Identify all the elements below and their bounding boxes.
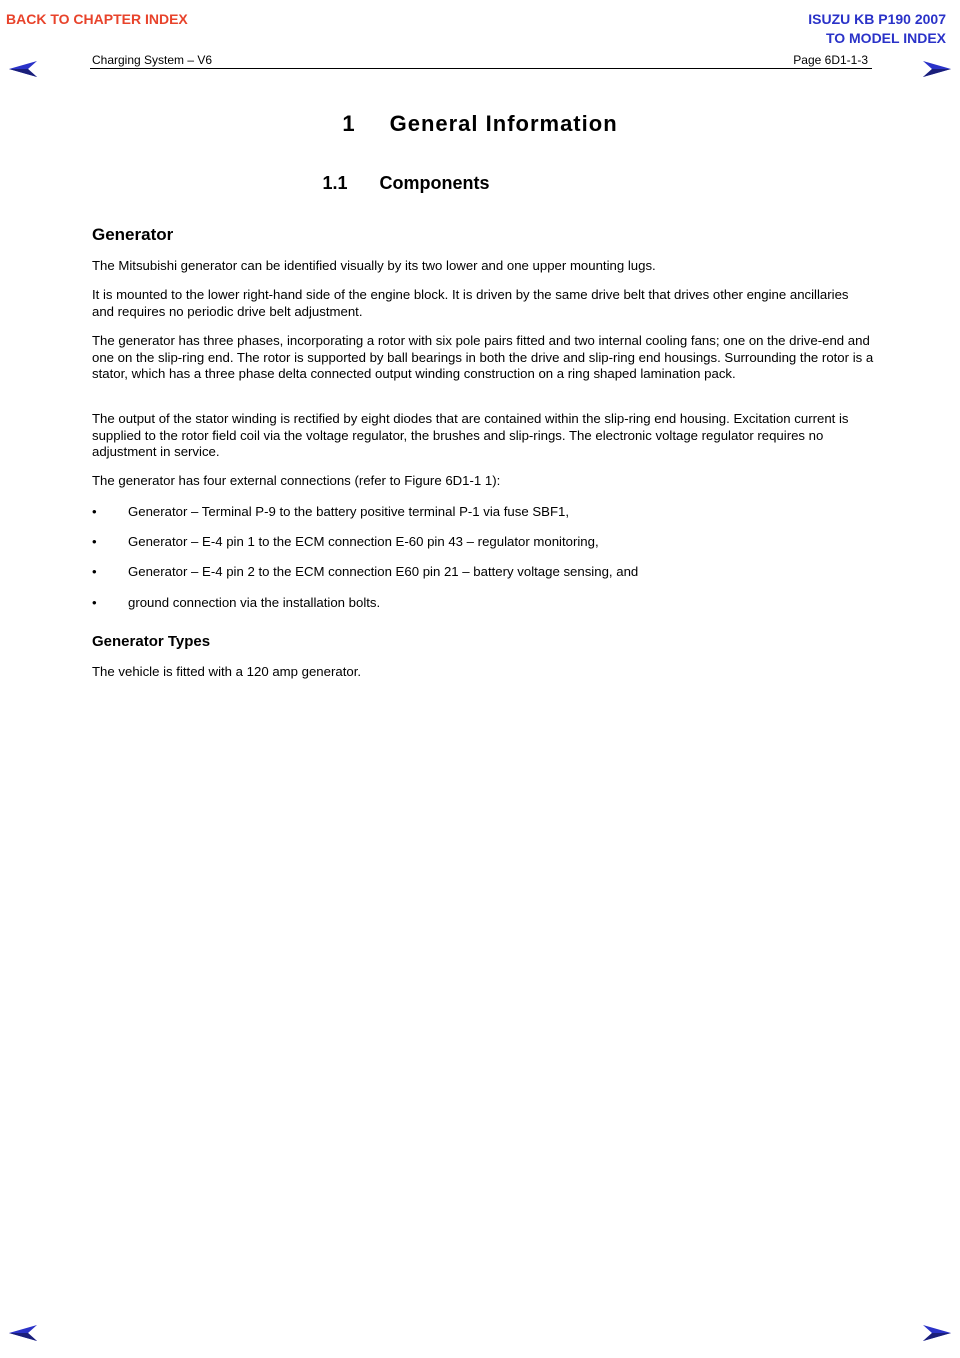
- section-number: 1: [342, 111, 356, 136]
- generator-heading: Generator: [92, 225, 174, 244]
- to-model-index-link[interactable]: TO MODEL INDEX: [825, 30, 946, 46]
- list-item-text: Generator – Terminal P-9 to the battery positive terminal P-1 via fuse SBF1,: [128, 504, 570, 519]
- list-item-text: Generator – E-4 pin 2 to the ECM connection E60 pin 21 – battery voltage sensing, and: [128, 564, 639, 579]
- list-item-text: ground connection via the installation bolts.: [128, 595, 381, 610]
- bullet-icon: •: [92, 564, 97, 579]
- subsection-title: Components: [379, 173, 490, 193]
- generator-paragraph-3: [92, 333, 874, 383]
- generator-paragraph-5: [92, 473, 874, 490]
- model-title: ISUZU KB P190 2007: [808, 11, 946, 27]
- subsection-number: 1.1: [322, 173, 348, 193]
- generator-types-heading: Generator Types: [92, 633, 211, 650]
- generator-types-paragraph: [92, 664, 874, 681]
- list-item-text: Generator – E-4 pin 1 to the ECM connection E-60 pin 43 – regulator monitoring,: [128, 534, 599, 549]
- paragraph: The generator has three phases, incorporating a rotor with six pole pairs fitted and two internal cooling fans; one on the drive-end and one on the slip-ring end. The rotor is supported by ball bearings in both the drive and slip-ring end housings. Surrounding the rotor is a stator, which has a three phase delta connected output winding construction on a ring shaped lamination pack.: [92, 333, 874, 382]
- paragraph: It is mounted to the lower right-hand side of the engine block. It is driven by the same drive belt that drives other engine ancillaries and requires no periodic drive belt adjustment.: [92, 287, 849, 319]
- header-divider: [90, 68, 872, 69]
- page-number: Page 6D1-1-3: [793, 53, 868, 67]
- generator-paragraph-4: [92, 411, 874, 461]
- subsection-heading: [0, 173, 812, 194]
- bullet-icon: •: [92, 534, 97, 549]
- generator-heading-block: [92, 225, 874, 245]
- generator-paragraph-2: [92, 287, 874, 320]
- next-page-arrow-icon[interactable]: [922, 1324, 952, 1342]
- paragraph: The vehicle is fitted with a 120 amp generator.: [92, 664, 362, 679]
- bullet-icon: •: [92, 595, 97, 610]
- previous-page-arrow-icon[interactable]: [8, 60, 38, 78]
- section-heading: [0, 111, 960, 137]
- paragraph: The generator has four external connections (refer to Figure 6D1-1 1):: [92, 473, 501, 488]
- back-to-chapter-index-link[interactable]: BACK TO CHAPTER INDEX: [6, 11, 188, 27]
- paragraph: The Mitsubishi generator can be identified visually by its two lower and one upper mounting lugs.: [92, 258, 656, 273]
- generator-types-heading-block: [92, 633, 874, 650]
- generator-paragraph-1: [92, 258, 874, 275]
- next-page-arrow-icon[interactable]: [922, 60, 952, 78]
- bullet-icon: •: [92, 504, 97, 519]
- page-header-title: Charging System – V6: [92, 53, 213, 67]
- section-title: General Information: [389, 111, 618, 136]
- paragraph: The output of the stator winding is rectified by eight diodes that are contained within the slip-ring end housing. Excitation current is supplied to the rotor field coil via the voltage regulator, the brushes and slip-rings. The electronic voltage regulator requires no adjustment in service.: [92, 411, 849, 460]
- previous-page-arrow-icon[interactable]: [8, 1324, 38, 1342]
